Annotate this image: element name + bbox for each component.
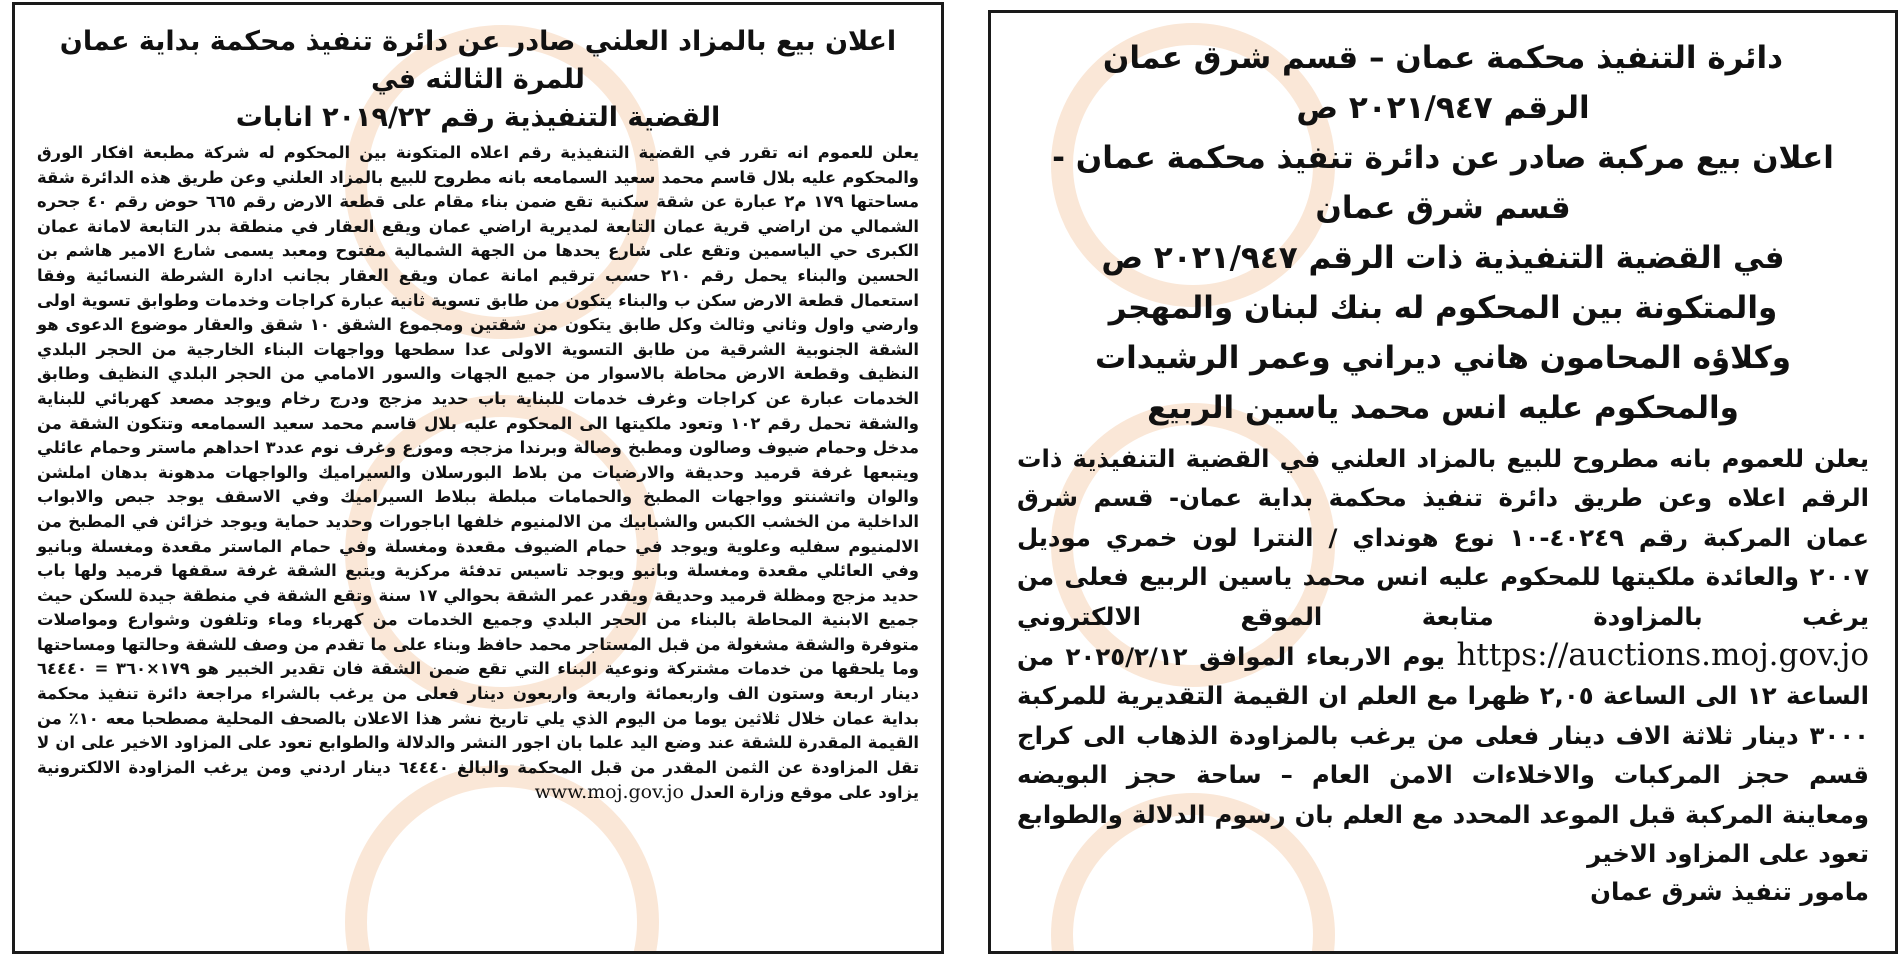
right-body-text-1: يعلن للعموم بانه مطروح للبيع بالمزاد العلني في القضية التنفيذية ذات الرقم اعلاه وعن طريق دائرة تنفيذ محكمة بداية عمان- قسم شرق عمان المركبة رقم ٤٠٢٤٩-١٠ نوع هونداي / النترا لون خمري موديل ٢٠٠٧ والعائدة ملكيتها للمحكوم عليه انس محمد ياسين الربيع فعلى من يرغب بالمزاودة متابعة الموقع الالكتروني [1017, 444, 1870, 631]
right-notice-title: اعلان بيع مركبة صادر عن دائرة تنفيذ محكمة عمان - قسم شرق عمان [1052, 140, 1834, 226]
right-lawyers: وكلاؤه المحامون هاني ديراني وعمر الرشيدات [1095, 340, 1791, 376]
left-moj-url: www.moj.gov.jo [534, 781, 684, 804]
left-title-line-1: اعلان بيع بالمزاد العلني صادر عن دائرة تنفيذ محكمة بداية عمان للمرة الثالثه في [59, 26, 897, 95]
right-signature: مامور تنفيذ شرق عمان [1590, 877, 1869, 907]
left-body-text: يعلن للعموم انه تقرر في القضية التنفيذية رقم اعلاه المتكونة بين المحكوم له شركة مطبعة افكار الورق والمحكوم عليه بلال قاسم محمد سعيد السمامعه بانه مطروح للبيع بالمزاد العلني وعن طريق هذه الدائرة شقة مساحتها ١٧٩ م٢ عبارة عن شقة سكنية تقع ضمن بناء مقام على قطعة الارض رقم ٦٦٥ حوض رقم ٤٠ جحره الشمالي من اراضي قرية عمان التابعة لمديرية اراضي عمان ويقع العقار في منطقة بدر التابعة لامانة عمان الكبرى حي الياسمين وتقع على شارع يحدها من الجهة الشمالية مفتوح ومعبد يسمى شارع الامير هاشم بن الحسين والبناء يحمل رقم ٢١٠ حسب ترقيم امانة عمان ويقع العقار بجانب ادارة الشرطة النسائية وفقا استعمال قطعة الارض سكن ب والبناء يتكون من طابق تسوية ثانية عبارة كراجات وخدمات وطوابق تسوية اولى وارضي واول وثاني وثالث وكل طابق يتكون من شقتين ومجموع الشقق ١٠ شقق والعقار موضوع الدعوى هو الشقة الجنوبية الشرقية من طابق التسوية الاولى عدا سطحها وواجهات البناء الخارجية من الحجر البلدي النظيف وقطعة الارض محاطة بالاسوار من جميع الجهات والسور الامامي من الحجر البلدي النظيف وطابق الخدمات عبارة عن كراجات وغرف خدمات للبناية باب حديد مزجج ودرج رخام ويوجد مصعد كهربائي للبناية والشقة تحمل رقم ١٠٢ وتعود ملكيتها الى المحكوم عليه بلال قاسم محمد سعيد السمامعه وتتكون الشقة من مدخل وحمام ضيوف وصالون ومطبخ وصالة وبرندا مزججه وموزع وغرف نوم عدد٣ احداهم ماستر وحمام عائلي ويتبعها غرفة قرميد وحديقة والارضيات من بلاط البورسلان والسيراميك والواجهات مدهونة بدهان املشن والوان واتشنتو وواجهات المطبخ والحمامات مبلطة ببلاط السيراميك وفي الاسقف يوجد جبص والابواب الداخلية من الخشب الكبس والشبابيك من الالمنيوم خلفها اباجورات وحديد حماية ويوجد خزائن في المطبخ من الالمنيوم سفليه وعلوية ويوجد في حمام الضيوف مقعدة ومغسلة وفي حمام الماستر مقعدة ومغسلة وبانيو وفي العائلي مقعدة ومغسلة وبانيو ويوجد تاسيس تدفئة مركزية ويتبع الشقة غرفة سقفها قرميد ولها باب حديد مزجج ومظلة قرميد وحديقة ويقدر عمر الشقة بحوالي ١٧ سنة وتقع الشقة في منطقة جيدة للسكن حيث جميع الابنية المحاطة بالبناء من الحجر البلدي وجميع الخدمات من كهرباء وماء وتلفون وشوارع ومواصلات متوفرة والشقة مشغولة من قبل المستاجر محمد حافظ وبناء على ما تقدم من وصف للشقة وحالتها ومساحتها وما يلحقها من خدمات مشتركة ونوعية البناء التي تقع ضمن الشقة فان تقدير الخبير هو ١٧٩×٣٦٠ = ٦٤٤٤٠ دينار اربعة وستون الف واربعمائة واربعة واربعون دينار فعلى من يرغب بالشراء مراجعة دائرة تنفيذ محكمة بداية عمان خلال ثلاثين يوما من اليوم الذي يلي تاريخ نشر هذا الاعلان بالصحف المحلية مصطحبا معه ١٠٪ من القيمة المقدرة للشقة عند وضع اليد علما بان اجور النشر والدلالة والطوابع تعود على المزاود الاخير على ان لا تقل المزاودة عن الثمن المقدر من قبل المحكمة والبالغ ٦٤٤٤٠ دينار اردني ومن يرغب المزاودة الالكترونية يزاود على موقع وزارة العدل [37, 143, 920, 803]
right-body-text-2: يوم الاربعاء الموافق ٢٠٢٥/٢/١٢ من الساعة ١٢ الى الساعة ٢,٠٥ ظهرا مع العلم ان القيمة التقديرية للمركبة ٣٠٠٠ دينار ثلاثة الاف دينار فعلى من يرغب بالمزاودة الذهاب الى كراج قسم حجز المركبات والاخلاءات الامن العام – ساحة حجز البويضه ومعاينة المركبة قبل الموعد المحدد مع العلم بان رسوم الدلالة والطوابع تعود على المزاود الاخير [1017, 642, 1869, 869]
left-title-line-2: القضية التنفيذية رقم ٢٠١٩/٢٢ انابات [235, 102, 721, 133]
left-notice-title [37, 23, 919, 137]
left-notice [12, 2, 944, 954]
right-defendant: والمحكوم عليه انس محمد ياسين الربيع [1147, 390, 1739, 426]
right-notice [988, 10, 1898, 954]
left-notice-body [37, 141, 919, 806]
right-case-reference: في القضية التنفيذية ذات الرقم ٢٠٢١/٩٤٧ ص [1101, 240, 1785, 276]
right-court-name: دائرة التنفيذ محكمة عمان – قسم شرق عمان [1102, 40, 1784, 76]
right-auction-url: https://auctions.moj.gov.jo [1456, 637, 1870, 674]
right-notice-body [1017, 439, 1869, 873]
right-case-number: الرقم ٢٠٢١/٩٤٧ ص [1296, 90, 1590, 126]
right-claimant: والمتكونة بين المحكوم له بنك لبنان والمهجر [1108, 290, 1778, 326]
